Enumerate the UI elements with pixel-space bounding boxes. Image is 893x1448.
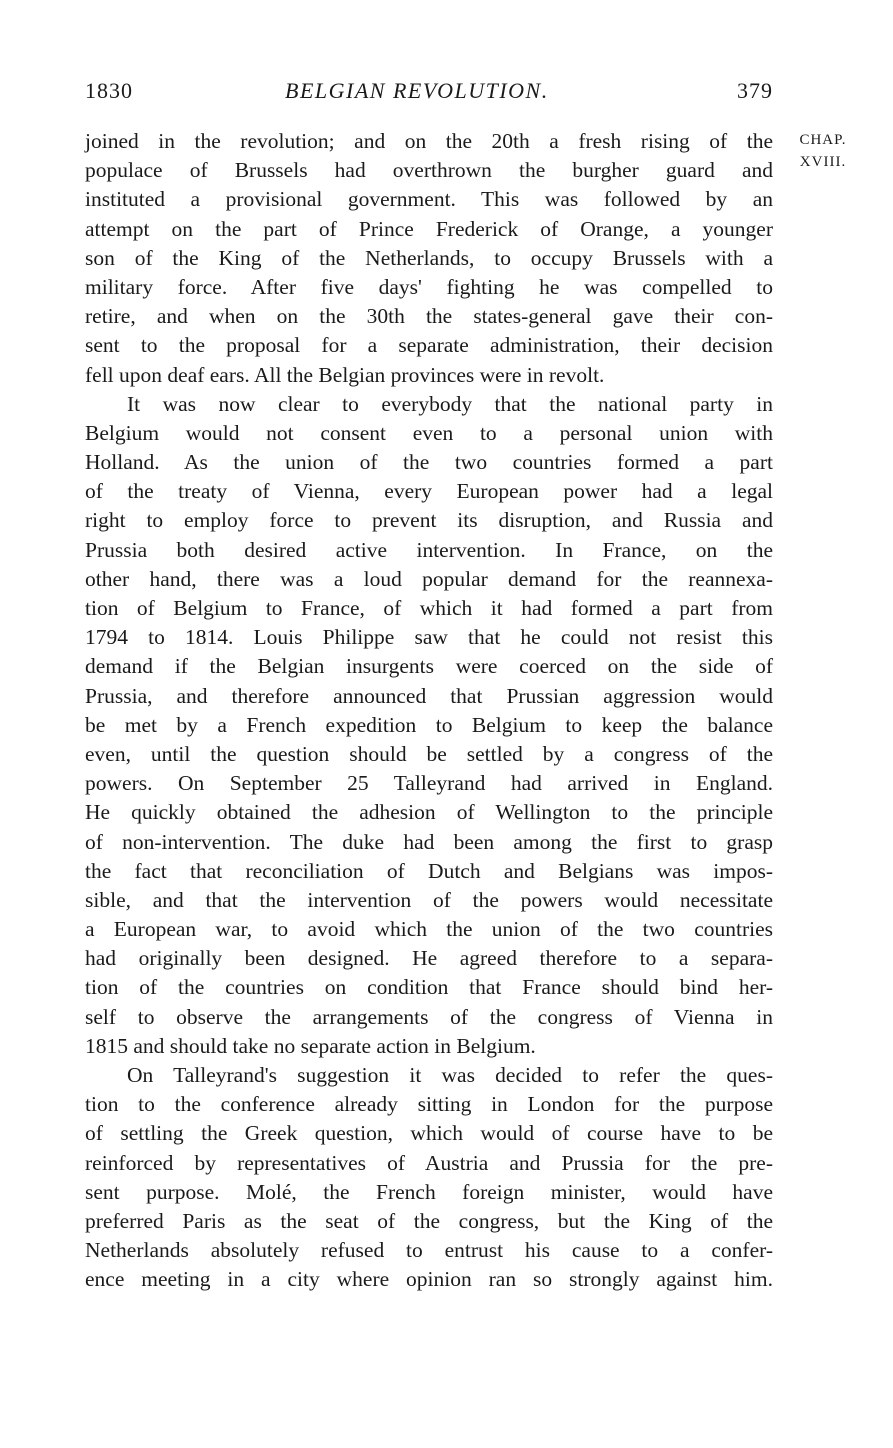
text-line: of non-intervention. The duke had been among the first to grasp bbox=[85, 829, 773, 854]
text-line: instituted a provisional government. This was followed by an bbox=[85, 187, 773, 212]
text-line: sible, and that the intervention of the powers would necessitate bbox=[85, 887, 773, 912]
text-line: On Talleyrand's suggestion it was decided to refer the ques- bbox=[127, 1063, 773, 1087]
body-text bbox=[85, 127, 773, 1295]
margin-note-chapter-number: XVIII. bbox=[799, 154, 847, 170]
text-line: had originally been designed. He agreed therefore to a separa- bbox=[85, 946, 773, 971]
text-line: a European war, to avoid which the union of the two countries bbox=[85, 917, 773, 942]
text-line: son of the King of the Netherlands, to occupy Brussels with a bbox=[85, 245, 773, 270]
running-head bbox=[85, 78, 773, 112]
text-line: attempt on the part of Prince Frederick of Orange, a younger bbox=[85, 216, 773, 241]
text-line: Netherlands absolutely refused to entrust his cause to a confer- bbox=[85, 1238, 773, 1263]
text-line: tion of Belgium to France, of which it had formed a part from bbox=[85, 596, 773, 620]
text-line: right to employ force to prevent its disruption, and Russia and bbox=[85, 508, 773, 533]
text-line: joined in the revolution; and on the 20th a fresh rising of the bbox=[85, 129, 773, 153]
text-line: Prussia both desired active intervention. In France, on the bbox=[85, 537, 773, 562]
text-line: retire, and when on the 30th the states-general gave their con- bbox=[85, 304, 773, 329]
text-line: Holland. As the union of the two countries formed a part bbox=[85, 450, 773, 475]
text-line: tion of the countries on condition that France should bind her- bbox=[85, 975, 773, 1000]
text-line: of settling the Greek question, which would of course have to be bbox=[85, 1121, 773, 1146]
running-head-title: BELGIAN REVOLUTION. bbox=[285, 78, 549, 103]
page-number: 379 bbox=[737, 78, 773, 103]
text-line: sent to the proposal for a separate administration, their decision bbox=[85, 333, 773, 358]
text-line: It was now clear to everybody that the national party in bbox=[127, 391, 773, 416]
running-head-year: 1830 bbox=[85, 78, 133, 103]
text-line: be met by a French expedition to Belgium to keep the balance bbox=[85, 712, 773, 737]
text-line: He quickly obtained the adhesion of Wellington to the principle bbox=[85, 800, 773, 825]
text-line: military force. After five days' fighting he was compelled to bbox=[85, 274, 773, 299]
text-line: ence meeting in a city where opinion ran so strongly against him. bbox=[85, 1267, 773, 1292]
text-line: reinforced by representatives of Austria and Prussia for the pre- bbox=[85, 1150, 773, 1175]
margin-note-chap: CHAP. bbox=[799, 132, 847, 148]
text-line: tion to the conference already sitting in London for the purpose bbox=[85, 1092, 773, 1117]
text-line: other hand, there was a loud popular demand for the reannexa- bbox=[85, 566, 773, 591]
chapter-margin-note bbox=[783, 129, 863, 173]
text-line: the fact that reconciliation of Dutch and Belgians was impos- bbox=[85, 858, 773, 883]
text-line: of the treaty of Vienna, every European power had a legal bbox=[85, 479, 773, 504]
text-line: populace of Brussels had overthrown the burgher guard and bbox=[85, 158, 773, 183]
text-line: Prussia, and therefore announced that Prussian aggression would bbox=[85, 683, 773, 708]
text-line: self to observe the arrangements of the congress of Vienna in bbox=[85, 1004, 773, 1029]
text-line: fell upon deaf ears. All the Belgian provinces were in revolt. bbox=[85, 362, 605, 387]
text-line: Belgium would not consent even to a personal union with bbox=[85, 420, 773, 445]
text-line: sent purpose. Molé, the French foreign minister, would have bbox=[85, 1179, 773, 1204]
text-line: 1815 and should take no separate action in Belgium. bbox=[85, 1033, 536, 1058]
text-line: even, until the question should be settled by a congress of the bbox=[85, 741, 773, 766]
text-line: 1794 to 1814. Louis Philippe saw that he could not resist this bbox=[85, 625, 773, 650]
text-line: demand if the Belgian insurgents were coerced on the side of bbox=[85, 654, 773, 679]
text-line: powers. On September 25 Talleyrand had arrived in England. bbox=[85, 771, 773, 796]
text-line: preferred Paris as the seat of the congress, but the King of the bbox=[85, 1208, 773, 1233]
